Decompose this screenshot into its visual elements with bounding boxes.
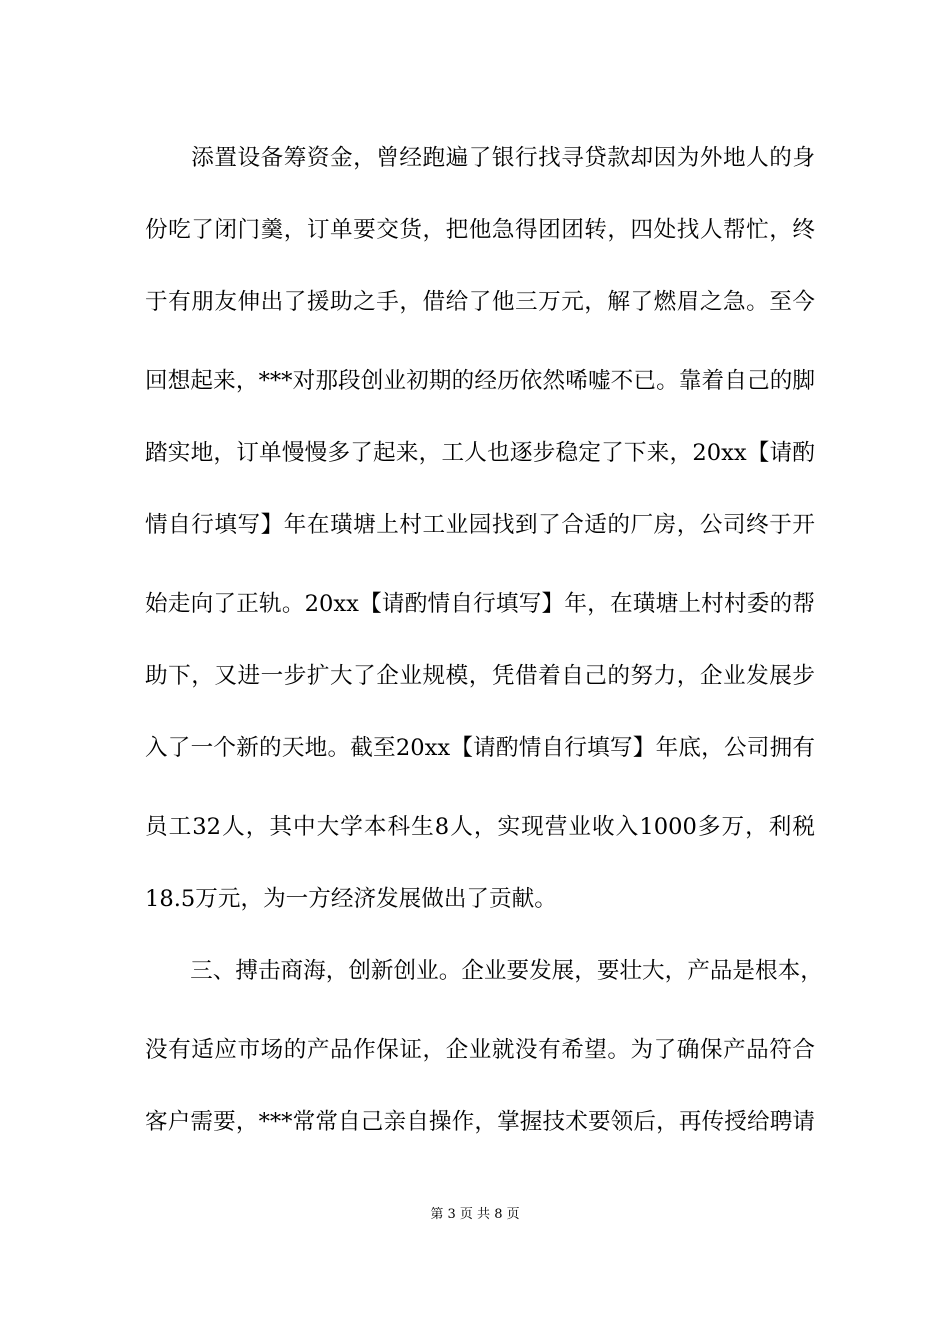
- body-text-line: 踏实地，订单慢慢多了起来，工人也逐步稳定了下来，20xx【请酌: [145, 440, 815, 466]
- body-text-line: 没有适应市场的产品作保证，企业就没有希望。为了确保产品符合: [145, 1037, 815, 1063]
- body-text-line: 添置设备筹资金，曾经跑遍了银行找寻贷款却因为外地人的身: [145, 145, 815, 171]
- body-text-line: 员工32人，其中大学本科生8人，实现营业收入1000多万，利税: [145, 814, 815, 840]
- body-text-line: 入了一个新的天地。截至20xx【请酌情自行填写】年底，公司拥有: [145, 735, 815, 761]
- body-text-line: 客户需要，***常常自己亲自操作，掌握技术要领后，再传授给聘请: [145, 1109, 815, 1135]
- body-text-line: 三、搏击商海，创新创业。企业要发展，要壮大，产品是根本，: [145, 958, 823, 984]
- body-text-line: 始走向了正轨。20xx【请酌情自行填写】年，在璜塘上村村委的帮: [145, 591, 815, 617]
- page-number-footer: 第 3 页 共 8 页: [430, 1207, 520, 1222]
- body-text-line: 回想起来，***对那段创业初期的经历依然唏嘘不已。靠着自己的脚: [145, 368, 815, 394]
- body-text-line: 18.5万元，为一方经济发展做出了贡献。: [145, 886, 557, 912]
- body-text-line: 于有朋友伸出了援助之手，借给了他三万元，解了燃眉之急。至今: [145, 289, 815, 315]
- body-text-line: 情自行填写】年在璜塘上村工业园找到了合适的厂房，公司终于开: [145, 512, 815, 538]
- body-text-line: 份吃了闭门羹，订单要交货，把他急得团团转，四处找人帮忙，终: [145, 217, 815, 243]
- body-text-line: 助下，又进一步扩大了企业规模，凭借着自己的努力，企业发展步: [145, 663, 815, 689]
